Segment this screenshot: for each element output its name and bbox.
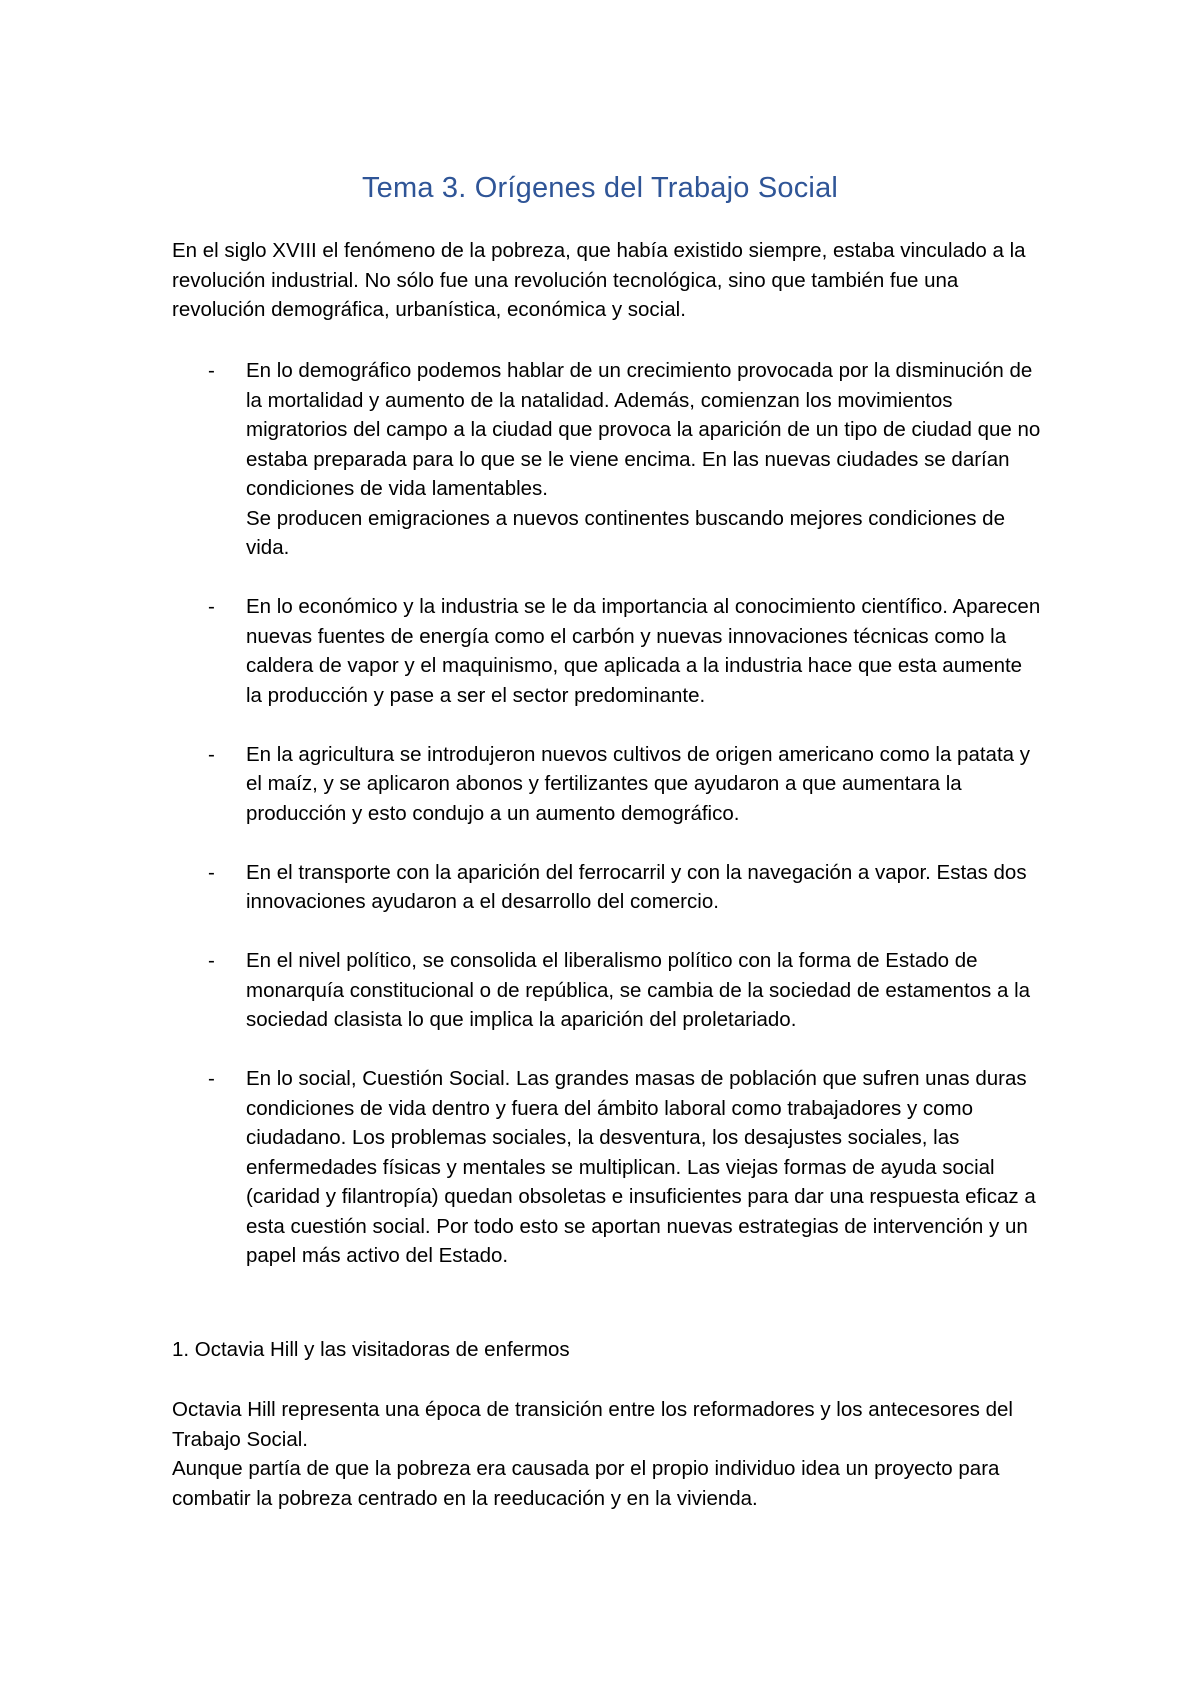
bullet-marker: - [208, 595, 215, 618]
bullet-paragraph: En lo demográfico podemos hablar de un crecimiento provocada por la disminución de la mortalidad y aumento de la natalidad. Además, comienzan los movimientos migratorios del campo a la ciudad que provoca la aparición de un tipo de ciudad que no estaba preparada para lo que se le viene encima. En las nuevas ciudades se darían condiciones de vida lamentables. [246, 359, 1041, 500]
bullet-paragraph: En el transporte con la aparición del ferrocarril y con la navegación a vapor. Estas dos innovaciones ayudaron a el desarrollo del comercio. [246, 860, 1027, 913]
bullet-paragraph: Se producen emigraciones a nuevos continentes buscando mejores condiciones de vida. [246, 506, 1005, 559]
closing-section [172, 1395, 1032, 1513]
bullet-paragraph: En lo social, Cuestión Social. Las grandes masas de población que sufren unas duras condiciones de vida dentro y fuera del ámbito laboral como trabajadores y como ciudadano. Los problemas sociales, la desventura, los desajustes sociales, las enfermedades físicas y mentales se multiplican. Las viejas formas de ayuda social (caridad y filantropía) quedan obsoletas e insuficientes para dar una respuesta eficaz a esta cuestión social. Por todo esto se aportan nuevas estrategias de intervención y un papel más activo del Estado. [246, 1067, 1036, 1267]
closing-paragraph: Aunque partía de que la pobreza era causada por el propio individuo idea un proyecto para combatir la pobreza centrado en la reeducación y en la vivienda. [172, 1457, 1000, 1510]
bullet-marker: - [208, 1067, 215, 1090]
intro-paragraph: En el siglo XVIII el fenómeno de la pobreza, que había existido siempre, estaba vinculado a la revolución industrial. No sólo fue una revolución tecnológica, sino que también fue una revolución demográfica, urbanística, económica y social. [172, 239, 1026, 321]
document-title: Tema 3. Orígenes del Trabajo Social [361, 172, 839, 204]
bullet-paragraph: En lo económico y la industria se le da importancia al conocimiento científico. Aparecen nuevas fuentes de energía como el carbón y nuevas innovaciones técnicas como la caldera de vapor y el maquinismo, que aplicada a la industria hace que esta aumente la producción y pase a ser el sector predominante. [246, 595, 1041, 707]
closing-paragraph: Octavia Hill representa una época de transición entre los reformadores y los antecesores del Trabajo Social. [172, 1398, 1013, 1451]
bullet-marker: - [208, 359, 215, 382]
bullet-paragraph: En la agricultura se introdujeron nuevos cultivos de origen americano como la patata y el maíz, y se aplicaron abonos y fertilizantes que ayudaron a que aumentara la producción y esto condujo a un aumento demográfico. [246, 742, 1030, 825]
list-item [172, 946, 1042, 1035]
list-item [172, 740, 1042, 829]
list-item [172, 592, 1042, 710]
bullet-marker: - [208, 860, 215, 884]
list-item [172, 356, 1042, 563]
list-item [172, 1064, 1042, 1271]
list-item [172, 858, 1042, 917]
bullet-marker: - [208, 949, 215, 972]
bullet-marker: - [208, 742, 215, 766]
bullet-list [172, 356, 1042, 1300]
bullet-paragraph: En el nivel político, se consolida el liberalismo político con la forma de Estado de monarquía constitucional o de república, se cambia de la sociedad de estamentos a la sociedad clasista lo que implica la aparición del proletariado. [246, 949, 1031, 1031]
section-heading: 1. Octavia Hill y las visitadoras de enfermos [172, 1338, 570, 1361]
